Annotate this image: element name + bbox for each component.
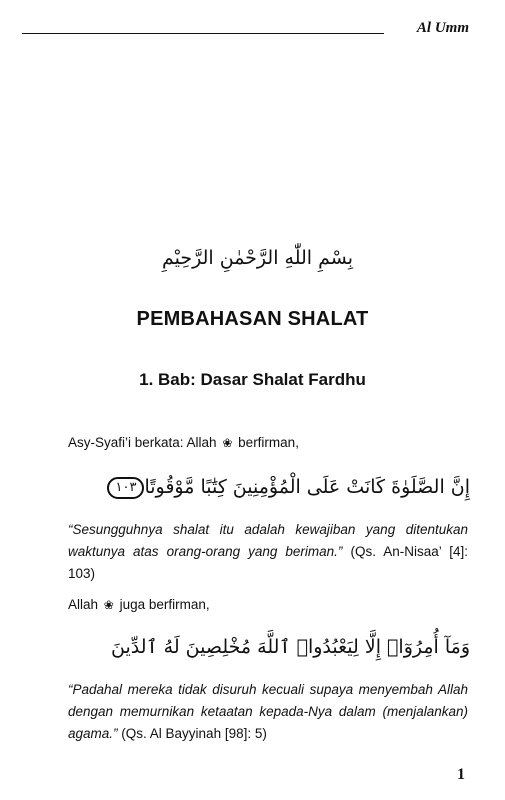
allah-honorific-icon: ❀ [103, 598, 114, 613]
basmalah-calligraphy [135, 238, 380, 278]
verse-2-arabic: وَمَآ أُمِرُوٓا۟ إِلَّا لِيَعْبُدُوا۟ ٱللَّهَ مُخْلِصِينَ لَهُ ٱلدِّينَ [110, 636, 470, 658]
running-header-title: Al Umm [416, 20, 469, 36]
translation-2-quote: “Padahal mereka tidak disuruh kecuali supaya menyembah Allah dengan memurnikan ketaatan kepada-Nya dalam (menjalankan) agama.” [68, 682, 468, 741]
page-number: 1 [457, 766, 465, 783]
intro-paragraph [68, 432, 299, 454]
verse-number-marker: ١٠٣ [107, 477, 144, 499]
translation-1 [68, 519, 468, 585]
second-intro-after: juga berfirman, [119, 597, 210, 612]
header-rule [22, 33, 384, 34]
chapter-title: PEMBAHASAN SHALAT [136, 308, 369, 330]
quran-verse-1 [40, 470, 470, 504]
second-intro-paragraph [68, 594, 210, 616]
second-intro-before: Allah [68, 597, 99, 612]
intro-text-after: berfirman, [238, 435, 299, 450]
allah-honorific-icon: ❀ [222, 436, 233, 451]
quran-verse-2 [110, 630, 470, 664]
basmalah-text: بِسْمِ اللّٰهِ الرَّحْمٰنِ الرَّحِيْمِ [162, 247, 353, 269]
verse-1-arabic: إِنَّ الصَّلَوٰةَ كَانَتْ عَلَى الْمُؤْمِنِينَ كِتَٰبًا مَّوْقُوتًا [144, 476, 470, 498]
translation-1-quote: “Sesungguhnya shalat itu adalah kewajiban yang ditentukan waktunya atas orang-orang yang beriman.” [68, 522, 468, 559]
translation-2 [68, 679, 468, 745]
translation-1-reference: (Qs. An-Nisaa’ [4]: 103) [68, 544, 468, 581]
intro-text-before: Asy-Syafi’i berkata: Allah [68, 435, 217, 450]
translation-2-reference: (Qs. Al Bayyinah [98]: 5) [117, 726, 267, 741]
section-title: 1. Bab: Dasar Shalat Fardhu [139, 370, 366, 389]
